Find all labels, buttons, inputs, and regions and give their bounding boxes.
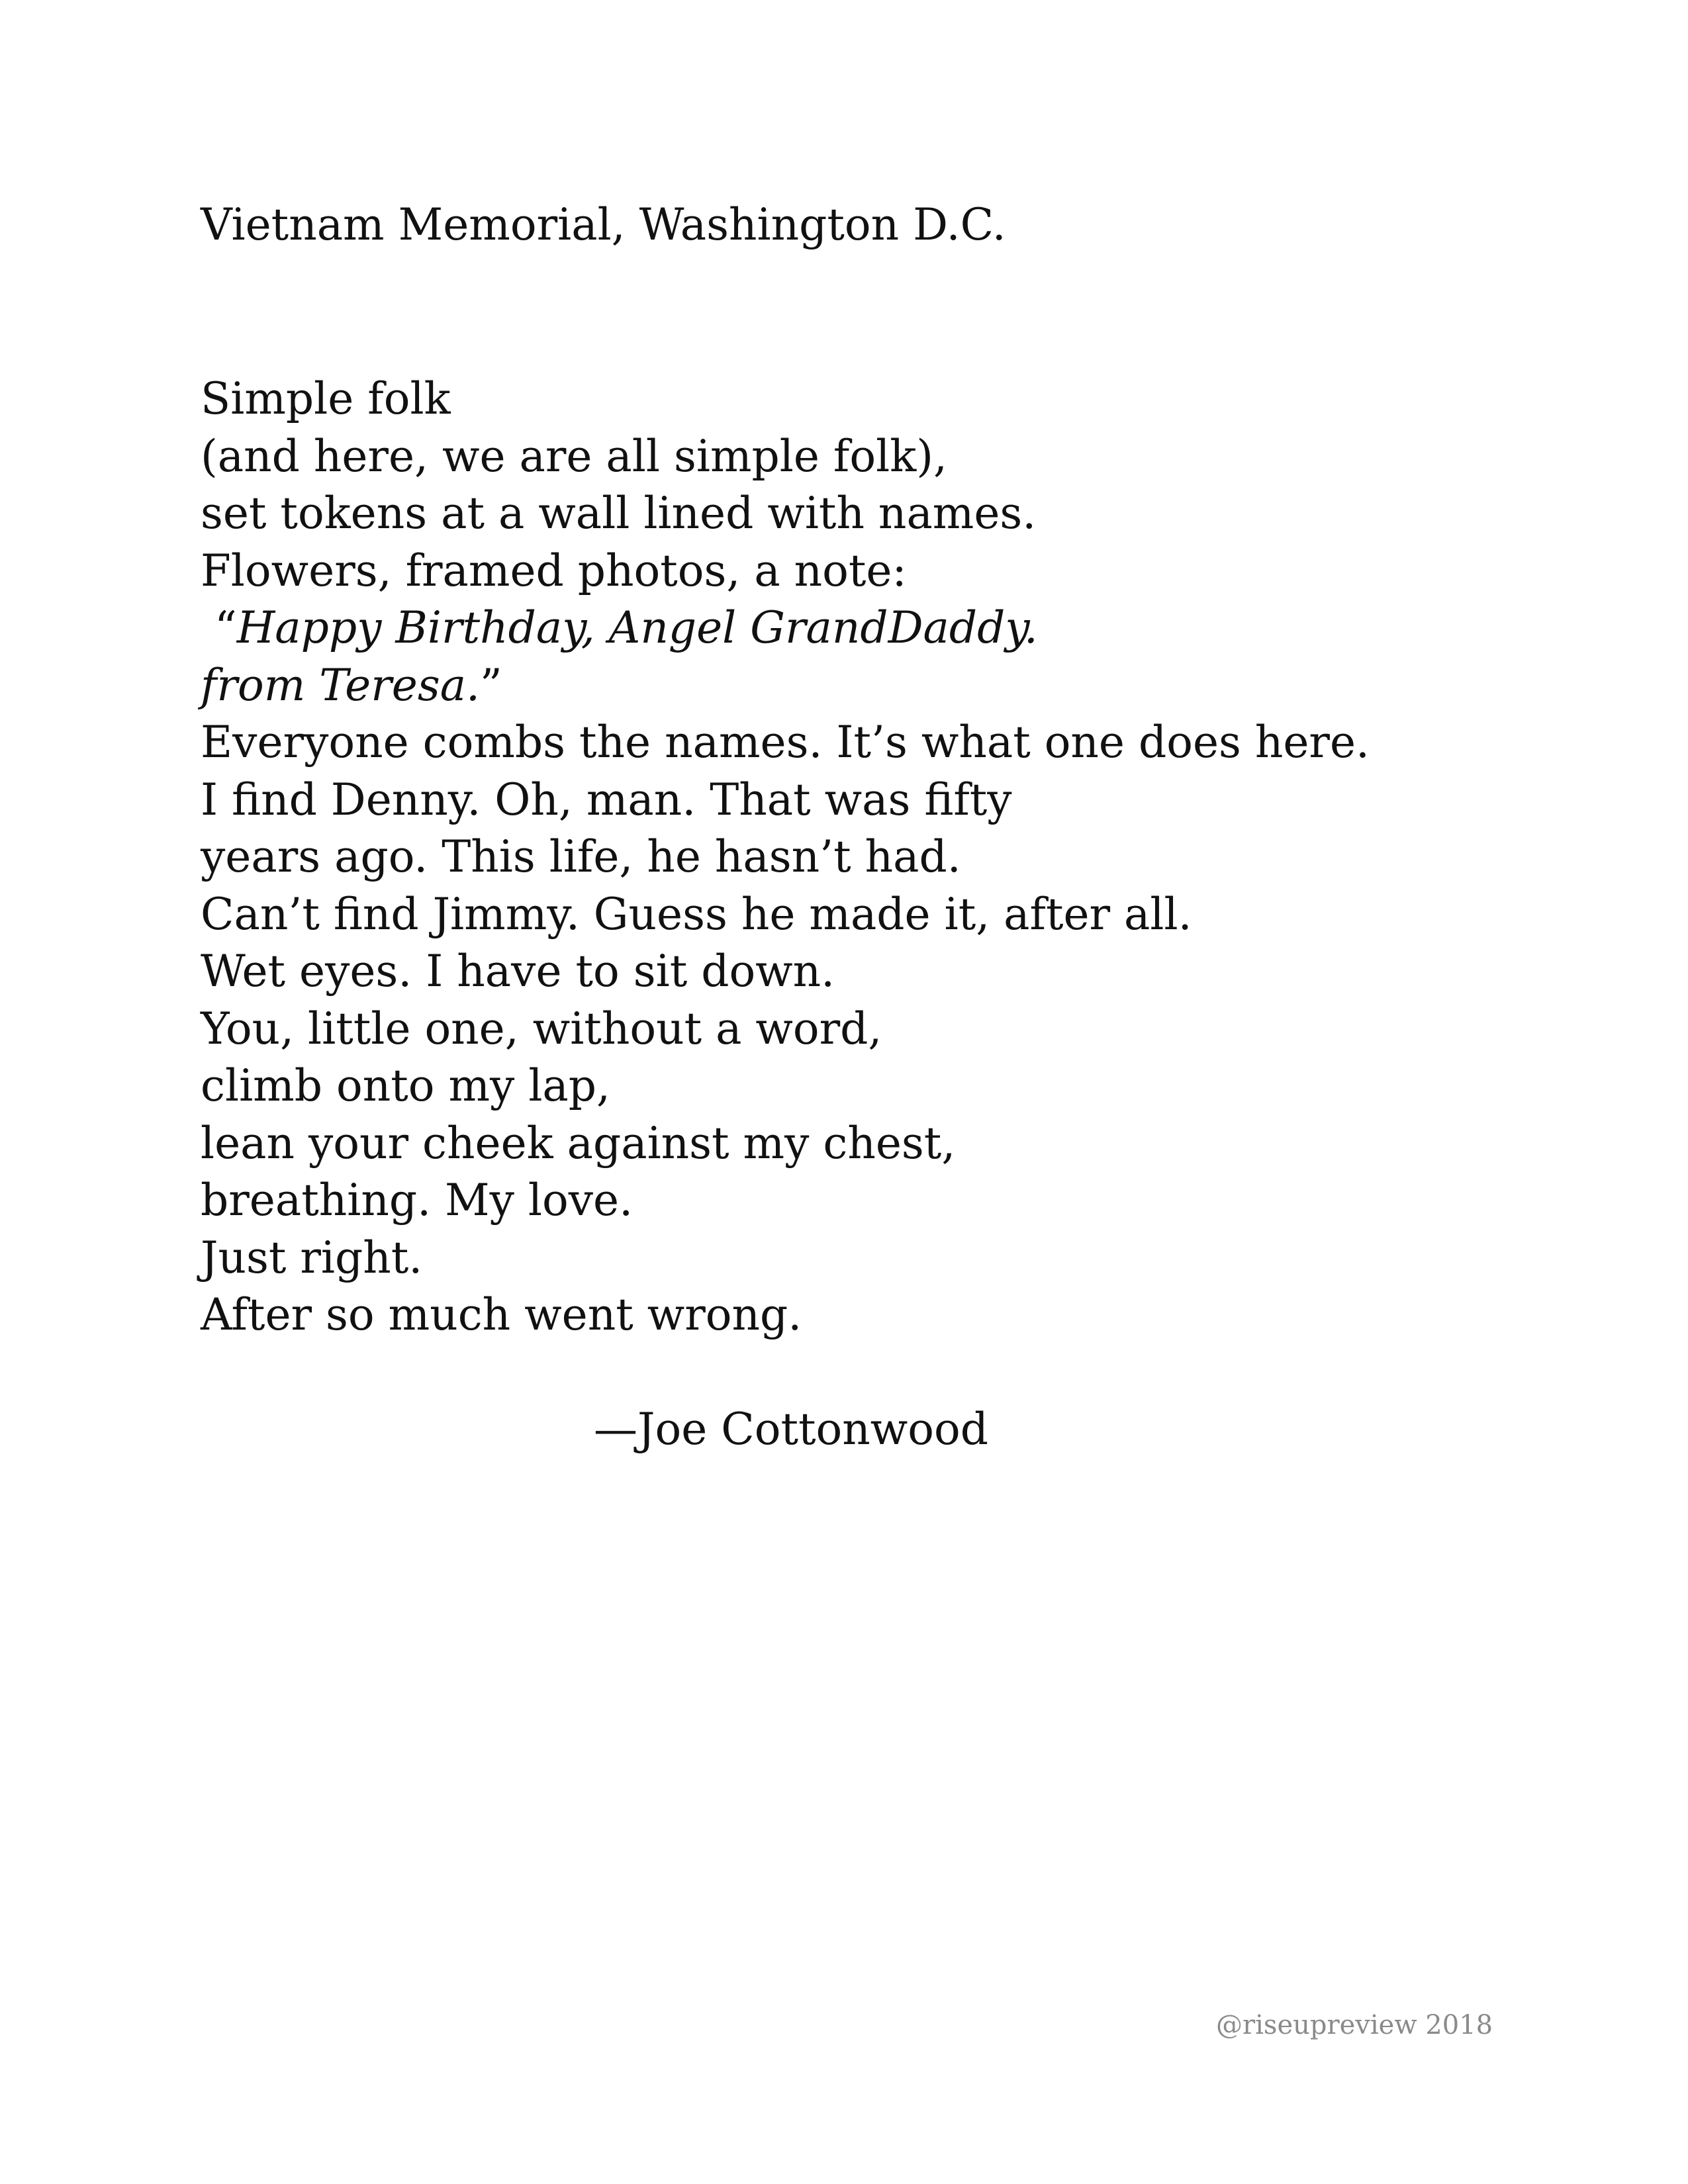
poem-line: I find Denny. Oh, man. That was fifty [201, 774, 1012, 825]
poem-line: Wet eyes. I have to sit down. [201, 946, 835, 997]
poem-line: Can’t find Jimmy. Guess he made it, after all. [201, 888, 1192, 940]
poem-line: breathing. My love. [201, 1175, 633, 1226]
poem-line: After so much went wrong. [201, 1289, 802, 1340]
poem-line: You, little one, without a word, [201, 1003, 882, 1054]
poem-line: climb onto my lap, [201, 1060, 611, 1111]
poem-line: Just right. [201, 1232, 423, 1283]
poem-body [201, 371, 1370, 1344]
quote-open-mark: “ [201, 602, 237, 653]
poem-line: years ago. This life, he hasn’t had. [201, 831, 961, 882]
quote-text-1: Happy Birthday, Angel GrandDaddy. [236, 602, 1038, 653]
quote-text-2: from Teresa. [201, 659, 481, 711]
quote-line-1 [201, 600, 1370, 657]
poem-line: Everyone combs the names. It’s what one does here. [201, 717, 1370, 768]
poem-line: set tokens at a wall lined with names. [201, 488, 1037, 539]
poem-line: Flowers, framed photos, a note: [201, 545, 907, 596]
poem-line: (and here, we are all simple folk), [201, 430, 947, 482]
poem-line: lean your cheek against my chest, [201, 1117, 956, 1169]
poem-line: Simple folk [201, 373, 451, 424]
quote-line-2 [201, 657, 1370, 715]
quote-close-mark: ” [480, 659, 502, 711]
copyright-notice: @riseupreview 2018 [1216, 2010, 1493, 2040]
poem-title: Vietnam Memorial, Washington D.C. [201, 199, 1006, 250]
author-signature: —Joe Cottonwood [594, 1404, 988, 1455]
